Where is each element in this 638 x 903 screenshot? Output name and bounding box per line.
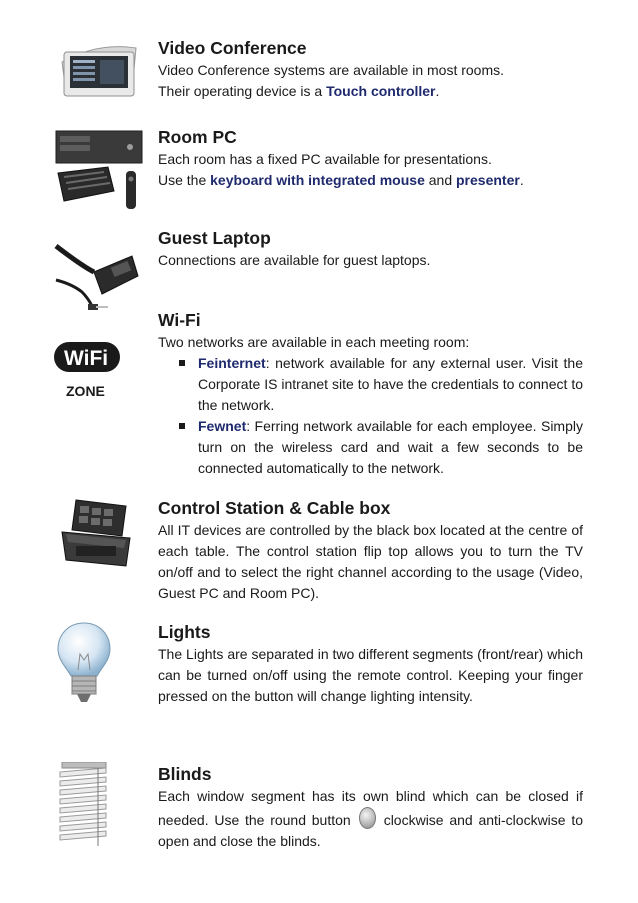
- guest-laptop-content: [158, 226, 583, 271]
- control-station-content: [158, 496, 583, 604]
- network-name: Feinternet: [198, 355, 266, 371]
- section-title: Lights: [158, 622, 211, 642]
- lights-content: [158, 620, 583, 707]
- video-conference-content: [158, 36, 583, 102]
- section-text: The Lights are separated in two different segments (front/rear) which can be turned on/off using the remote control. Keeping your finger pressed on the button will change lighting intensity.: [158, 646, 583, 704]
- section-text: Connections are available for guest laptops.: [158, 252, 431, 268]
- section-title: Video Conference: [158, 38, 307, 58]
- section-title: Control Station & Cable box: [158, 498, 391, 518]
- round-button-icon: [359, 807, 376, 829]
- list-item: Feinternet: network available for any external user. Visit the Corporate IS intranet site to have the credentials to connect to the network.: [158, 353, 583, 416]
- bullet-icon: [179, 423, 185, 429]
- presenter-link[interactable]: presenter: [456, 172, 520, 188]
- section-text: Each window segment has its own blind which can be closed if needed. Use the round button clockwise and anti-clockwise to open and close the blinds.: [158, 788, 583, 849]
- window-blinds-icon: [54, 762, 112, 852]
- room-pc-content: [158, 125, 583, 191]
- vga-cable-icon: [52, 240, 140, 320]
- blinds-content: [158, 762, 583, 852]
- wifi-logo-icon: [52, 338, 122, 408]
- section-title: Room PC: [158, 127, 237, 147]
- light-bulb-icon: [54, 620, 114, 706]
- cable-box-icon: [56, 496, 136, 574]
- wifi-logo-sub: ZONE: [66, 383, 105, 399]
- section-title: Wi-Fi: [158, 310, 201, 330]
- network-name: Fewnet: [198, 418, 247, 434]
- wifi-content: [158, 308, 583, 479]
- section-text: Two networks are available in each meeting room:: [158, 334, 470, 350]
- keyboard-link[interactable]: keyboard with integrated mouse: [210, 172, 425, 188]
- network-list: [158, 353, 583, 479]
- section-title: Blinds: [158, 764, 212, 784]
- wifi-logo-text: WiFi: [64, 347, 109, 370]
- section-text: Each room has a fixed PC available for presentations. Use the keyboard with integrated mouse and presenter.: [158, 151, 524, 188]
- bullet-icon: [179, 360, 185, 366]
- touch-controller-link[interactable]: Touch controller: [326, 83, 436, 99]
- section-title: Guest Laptop: [158, 228, 271, 248]
- section-text: Video Conference systems are available in most rooms. Their operating device is a Touch controller.: [158, 62, 505, 99]
- section-text: All IT devices are controlled by the black box located at the centre of each table. The control station flip top allows you to turn the TV on/off and to select the right channel according to the usage (Video, Guest PC and Room PC).: [158, 522, 583, 601]
- wifi-zone-logo: [52, 338, 122, 408]
- desktop-pc-icon: [52, 127, 144, 215]
- touch-controller-icon: [58, 40, 140, 102]
- list-item: Fewnet: Ferring network available for each employee. Simply turn on the wireless card and wait a few seconds to be connected automatically to the network.: [158, 416, 583, 479]
